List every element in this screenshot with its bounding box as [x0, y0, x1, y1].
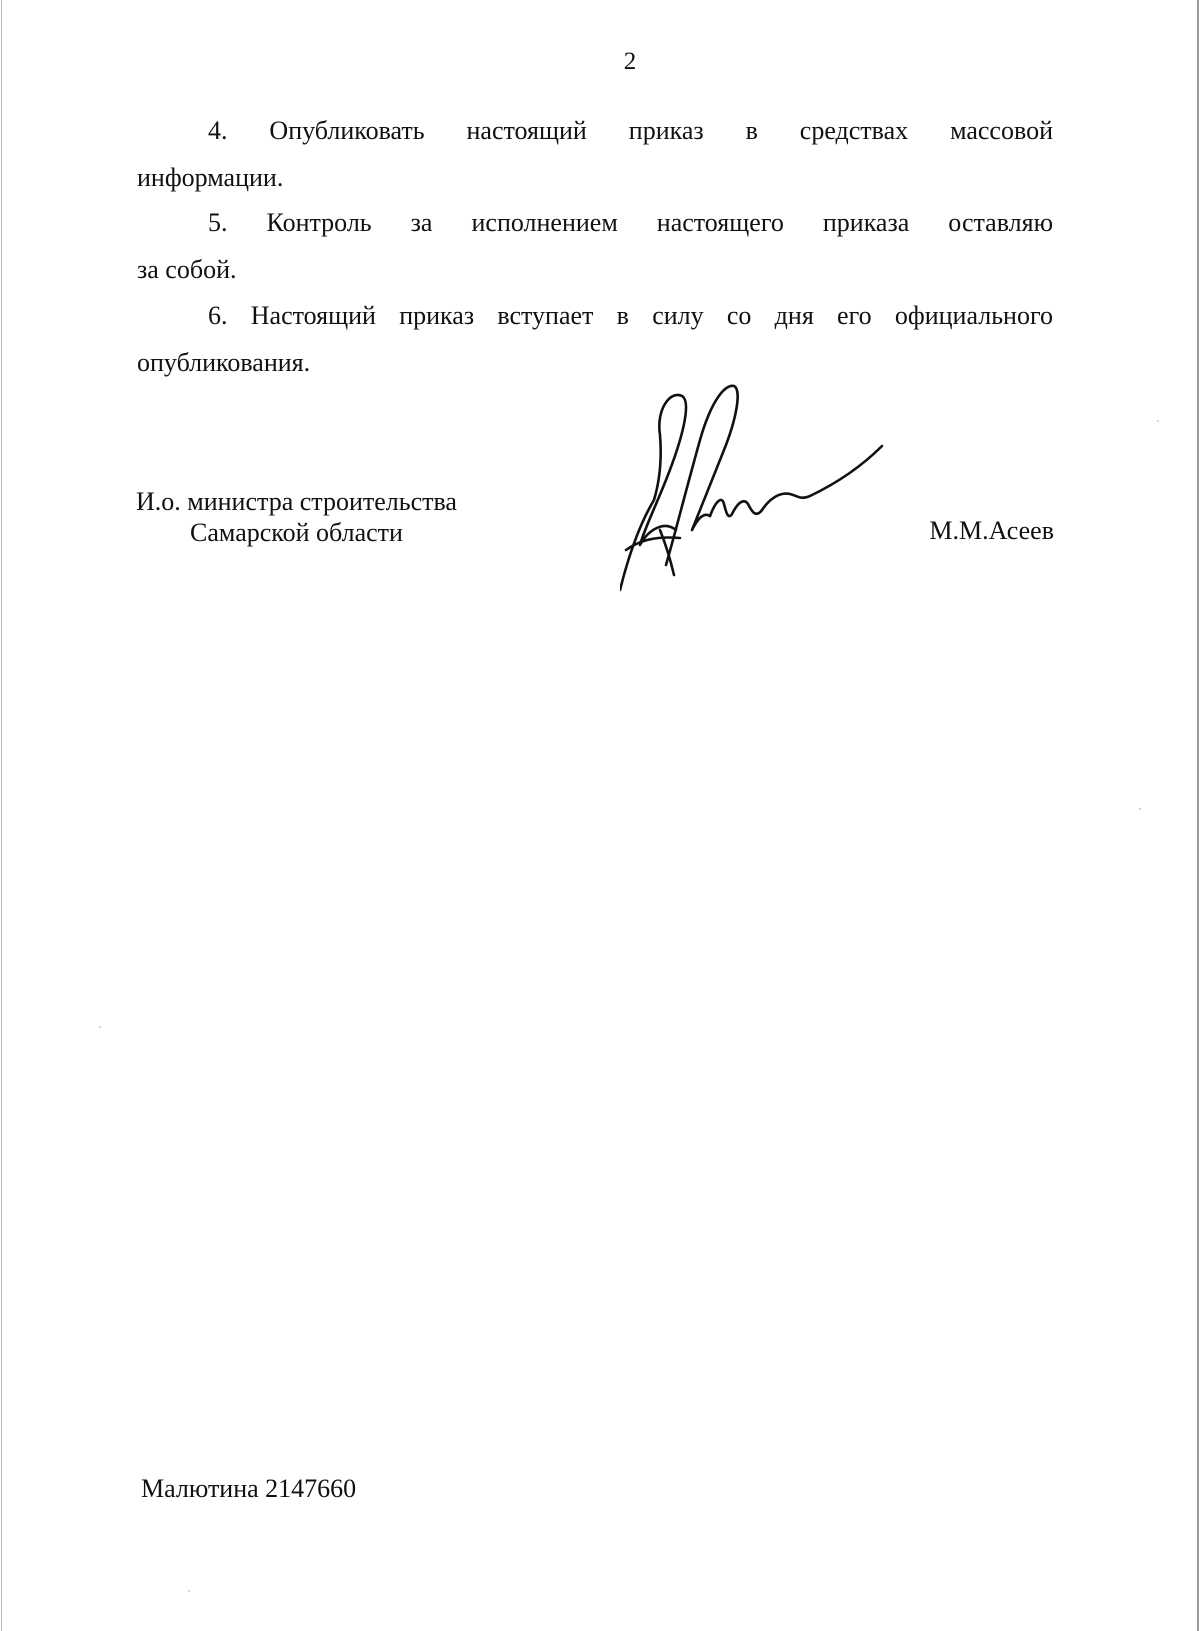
scan-edge-right: [1197, 0, 1199, 1631]
executor-contact: Малютина 2147660: [141, 1474, 357, 1503]
page-number: 2: [623, 48, 637, 75]
signatory-title-line2: Самарской области: [190, 518, 403, 547]
paragraph-first-line: 5. Контроль за исполнением настоящего приказа оставляю: [208, 208, 1053, 237]
paragraph-control: [137, 199, 1053, 293]
signatory-name: М.М.Асеев: [929, 516, 1054, 545]
paragraph-continuation: опубликования.: [137, 348, 311, 377]
paragraph-first-line: 6. Настоящий приказ вступает в силу со дня его официального: [208, 301, 1053, 330]
scan-speck: [188, 1590, 190, 1592]
handwritten-signature: [620, 380, 920, 600]
paragraph-continuation: за собой.: [137, 255, 237, 284]
scan-speck: [1139, 808, 1141, 810]
signatory-title: [136, 486, 457, 548]
paragraph-continuation: информации.: [137, 163, 284, 192]
scan-speck: [1157, 420, 1159, 422]
scan-speck: [99, 1026, 101, 1028]
paragraph-effective: [137, 292, 1053, 386]
paragraph-publish: [137, 107, 1053, 201]
scan-edge-left: [1, 0, 2, 1631]
signatory-title-line1: И.о. министра строительства: [136, 487, 457, 516]
paragraph-first-line: 4. Опубликовать настоящий приказ в средствах массовой: [208, 116, 1053, 145]
